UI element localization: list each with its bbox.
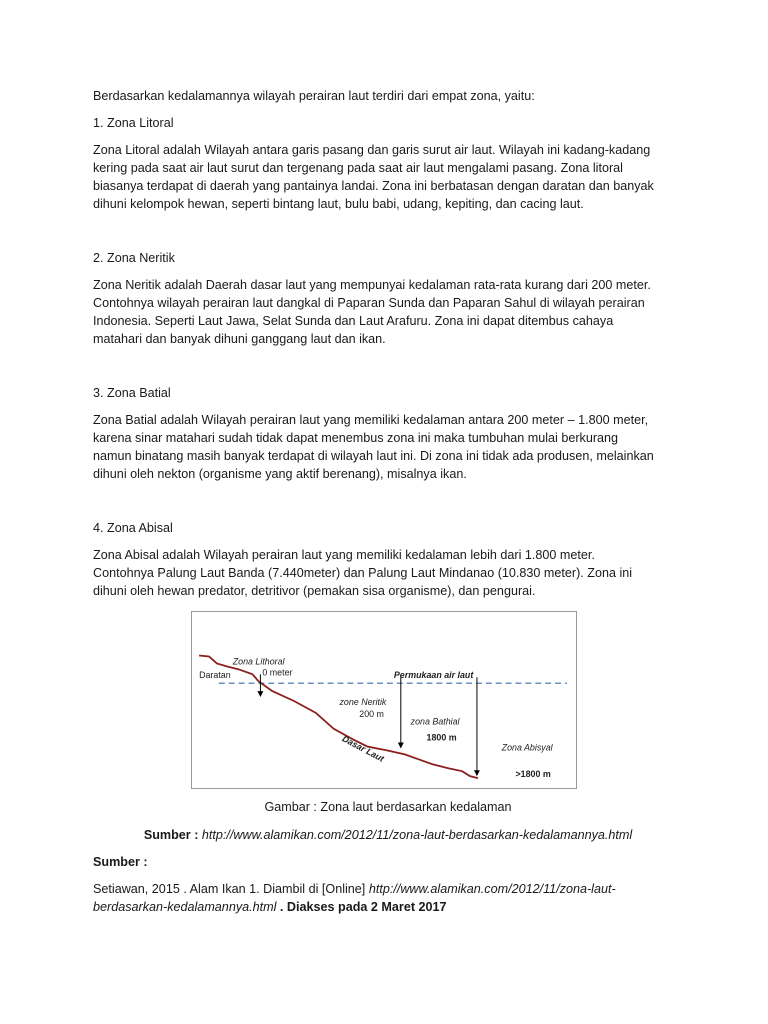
source-heading: Sumber :	[93, 855, 148, 869]
zone-abisal-heading: 4. Zona Abisal	[93, 521, 173, 535]
reference-url-part2[interactable]: berdasarkan-kedalamannya.html	[93, 900, 277, 914]
paragraph-line: karena sinar matahari sudah tidak dapat menembus zona ini maka tumbuhan mulai berkurang	[93, 431, 619, 445]
lithoral-arrowhead	[257, 691, 263, 697]
paragraph-line: namun binatang masih banyak terdapat di wilayah laut ini. Di zona ini tidak ada produsen, melainkan	[93, 449, 654, 463]
paragraph-line: Zona Abisal adalah Wilayah perairan laut yang memiliki kedalaman lebih dari 1.800 meter.	[93, 548, 595, 562]
source-line	[93, 826, 683, 844]
daratan-label: Daratan	[199, 670, 231, 681]
paragraph-line: dihuni kelompok hewan, seperti bintang laut, bulu babi, udang, kepiting, dan cacing laut.	[93, 197, 584, 211]
dasar-laut-label: Dasar Laut	[340, 733, 386, 764]
zona-abisyal-label: Zona Abisyal	[501, 742, 553, 753]
zone-batial-heading: 3. Zona Batial	[93, 386, 171, 400]
figure-caption: Gambar : Zona laut berdasarkan kedalaman	[264, 800, 512, 814]
paragraph-line: biasanya terdapat di daerah yang pantainya landai. Zona ini berbatasan dengan daratan dan banyak	[93, 179, 654, 193]
permukaan-label: Permukaan air laut	[393, 670, 474, 681]
paragraph-line: Zona Batial adalah Wilayah perairan laut yang memiliki kedalaman antara 200 meter – 1.800 meter,	[93, 413, 649, 427]
paragraph-line: matahari dan banyak dihuni ganggang laut dan ikan.	[93, 332, 386, 346]
paragraph-line: Zona Litoral adalah Wilayah antara garis pasang dan garis surut air laut. Wilayah ini kadang-kadang	[93, 143, 651, 157]
reference-line	[93, 898, 683, 916]
zone-abisal-paragraph	[93, 546, 683, 600]
zone-batial-paragraph	[93, 411, 683, 483]
diagram-svg	[192, 612, 576, 788]
paragraph-line: Contohnya Palung Laut Banda (7.440meter) dan Palung Laut Mindanao (10.830 meter). Zona ini	[93, 566, 633, 580]
reference-url-part1[interactable]: http://www.alamikan.com/2012/11/zona-laut-	[368, 882, 616, 896]
paragraph-line: Zona Neritik adalah Daerah dasar laut yang mempunyai kedalaman rata-rata kurang dari 200 meter.	[93, 278, 651, 292]
paragraph-line: Contohnya wilayah perairan laut dangkal di Paparan Sunda dan Paparan Sahul di wilayah perairan	[93, 296, 645, 310]
reference-access-date: . Diakses pada 2 Maret 2017	[276, 900, 447, 914]
ocean-zone-diagram	[191, 611, 577, 789]
intro-text: Berdasarkan kedalamannya wilayah perairan laut terdiri dari empat zona, yaitu:	[93, 89, 535, 103]
reference-prefix: Setiawan, 2015 . Alam Ikan 1. Diambil di [Online]	[93, 882, 369, 896]
paragraph-line: dihuni oleh hewan predator, detritivor (pemakan sisa organisme), dan pengurai.	[93, 584, 536, 598]
zone-neritik-label: zone Neritik	[339, 696, 387, 707]
zone-neritik-heading: 2. Zona Neritik	[93, 251, 175, 265]
zero-meter-label: 0 meter	[262, 667, 293, 678]
zone-litoral-heading: 1. Zona Litoral	[93, 116, 174, 130]
source-url[interactable]: http://www.alamikan.com/2012/11/zona-laut-berdasarkan-kedalamannya.html	[201, 828, 633, 842]
abisyal-arrowhead	[474, 770, 480, 776]
paragraph-line: kering pada saat air laut surut dan tergenang pada saat air laut mengalami pasang. Zona litoral	[93, 161, 623, 175]
abisyal-depth-label: >1800 m	[515, 769, 551, 780]
source-label: Sumber :	[143, 828, 202, 842]
reference-line	[93, 880, 683, 898]
zone-neritik-paragraph	[93, 276, 683, 348]
bathial-depth-label: 1800 m	[426, 732, 457, 743]
zona-bathial-label: zona Bathial	[410, 716, 460, 727]
paragraph-line: dihuni oleh nekton (organisme yang aktif berenang), misalnya ikan.	[93, 467, 467, 481]
zone-litoral-paragraph	[93, 141, 683, 213]
reference-entry	[93, 880, 683, 916]
neritik-depth-label: 200 m	[359, 708, 384, 719]
bathial-arrowhead	[398, 743, 404, 749]
paragraph-line: Indonesia. Seperti Laut Jawa, Selat Sunda dan Laut Arafuru. Zona ini dapat ditembus cahaya	[93, 314, 614, 328]
zona-lithoral-label: Zona Lithoral	[232, 656, 285, 667]
